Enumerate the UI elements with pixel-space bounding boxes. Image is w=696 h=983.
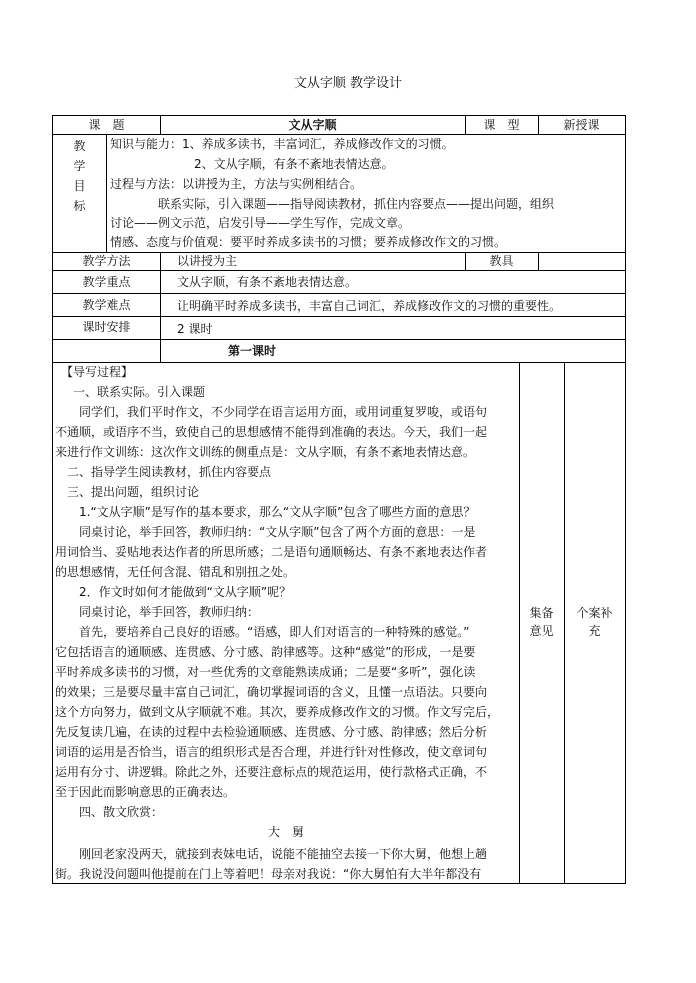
objective-line: 过程与方法：以讲授为主，方法与实例相结合。 [110, 177, 363, 191]
body-line: 同桌讨论，举手回答，教师归纳：“文从字顺”包含了两个方面的意思：一是 [55, 525, 476, 539]
body-line: 2．作文时如何才能做到“文从字顺”呢？ [55, 585, 292, 599]
row-divider [53, 134, 625, 135]
method-value: 以讲授为主 [177, 254, 238, 268]
case-supplement-label: 个案补 [576, 606, 613, 620]
body-line: 先反复读几遍，在读的过程中去检验通顺感、连贯感、分寸感、韵律感；然后分析 [55, 725, 488, 739]
body-line: 平时养成多读书的习惯，对一些优秀的文章能熟读成诵；二是要“多听”，强化读 [55, 665, 476, 679]
body-line: 同学们，我们平时作文，不少同学在语言运用方面，或用词重复罗唆，或语句 [55, 405, 488, 419]
body-line: 一、联系实际。引入课题 [61, 385, 206, 399]
body-line: 的效果；三是要尽量丰富自己词汇，确切掌握词语的含义，且懂一点语法。只要向 [55, 685, 488, 699]
body-line: 二、指导学生阅读教材，抓住内容要点 [55, 465, 272, 479]
body-line: 词语的运用是否恰当，语言的组织形式是否合理，并进行针对性修改，使文章词句 [55, 745, 488, 759]
body-line: 首先，要培养自己良好的语感。“语感，即人们对语言的一种特殊的感觉。” [55, 625, 470, 639]
prep-opinion-label: 集备 [529, 606, 554, 620]
body-line: 这个方向努力，做到文从字顺就不难。其次，要养成修改作文的习惯。作文写完后， [55, 705, 500, 719]
prep-opinion-label: 意见 [529, 624, 554, 638]
objectives-label-char: 学 [73, 159, 86, 173]
row-divider [53, 362, 625, 363]
type-label: 课 型 [483, 118, 520, 132]
body-line: 四、散文欣赏： [55, 805, 164, 819]
essay-title: 大 舅 [267, 825, 304, 839]
tools-label: 教具 [489, 254, 514, 268]
body-line: 三、提出问题，组织讨论 [55, 485, 200, 499]
body-line: 至于因此而影响意思的正确表达。 [55, 785, 236, 799]
row-divider [53, 293, 625, 294]
body-line: 街。我说没问题叫他提前在门上等着吧！母亲对我说：“你大舅怕有大半年都没有 [55, 867, 482, 881]
difficulty-label: 教学难点 [82, 298, 131, 312]
lesson-label: 课 题 [88, 118, 125, 132]
objective-line: 讨论——例文示范，启发引导——学生写作，完成文章。 [110, 216, 411, 230]
objective-line: 联系实际，引入课题——指导阅读教材，抓住内容要点——提出问题，组织 [110, 197, 555, 211]
objectives-label-char: 标 [73, 199, 86, 213]
col-divider [106, 134, 107, 252]
type-value: 新授课 [563, 118, 600, 132]
method-label: 教学方法 [82, 254, 131, 268]
difficulty-value: 让明确平时养成多读书，丰富自己词汇，养成修改作文的习惯的重要性。 [177, 299, 562, 313]
key-point-value: 文从字顺，有条不紊地表情达意。 [177, 275, 358, 289]
body-line: 1.“文从字顺”是写作的基本要求，那么“文从字顺”包含了哪些方面的意思？ [55, 505, 476, 519]
objective-line: 知识与能力：1、养成多读书，丰富词汇，养成修改作文的习惯。 [110, 137, 454, 151]
body-line: 来进行作文训练：这次作文训练的侧重点是：文从字顺，有条不紊地表情达意。 [55, 445, 476, 459]
row-divider [53, 270, 625, 271]
lesson-plan-table [52, 115, 626, 884]
document-title: 文从字顺 教学设计 [293, 76, 403, 91]
body-line: 同桌讨论，举手回答，教师归纳： [55, 605, 260, 619]
col-divider [160, 252, 161, 362]
body-line: 不通顺，或语序不当，致使自己的思想感情不能得到准确的表达。今天，我们一起 [55, 425, 488, 439]
body-line: 刚回老家没两天，就接到表妹电话，说能不能抽空去接一下你大舅，他想上趟 [55, 847, 488, 861]
schedule-label: 课时安排 [82, 320, 131, 334]
body-line: 【导写过程】 [61, 365, 134, 379]
body-line: 它包括语言的通顺感、连贯感、分寸感、韵律感等。这种“感觉”的形成，一是要 [55, 645, 476, 659]
col-divider [538, 252, 539, 270]
row-divider [53, 339, 625, 340]
case-supplement-label: 充 [588, 624, 601, 638]
first-lesson-heading: 第一课时 [228, 344, 277, 358]
objectives-label-char: 目 [73, 179, 86, 193]
lesson-value: 文从字顺 [288, 118, 337, 132]
objective-line: 2、文从字顺，有条不紊地表情达意。 [110, 157, 394, 171]
objectives-label-char: 教 [73, 139, 86, 153]
body-line: 用词恰当、妥贴地表达作者的所思所感；二是语句通顺畅达、有条不紊地表达作者 [55, 545, 488, 559]
row-divider [53, 316, 625, 317]
schedule-value: 2 课时 [177, 322, 213, 336]
objective-line: 情感、态度与价值观：要平时养成多读书的习惯；要养成修改作文的习惯。 [110, 235, 507, 249]
body-line: 的思想感情，无任何含混、错乱和别扭之处。 [55, 565, 296, 579]
body-line: 运用有分寸、讲逻辑。除此之外，还要注意标点的规范运用，使行款格式正确，不 [55, 765, 488, 779]
key-point-label: 教学重点 [82, 275, 131, 289]
